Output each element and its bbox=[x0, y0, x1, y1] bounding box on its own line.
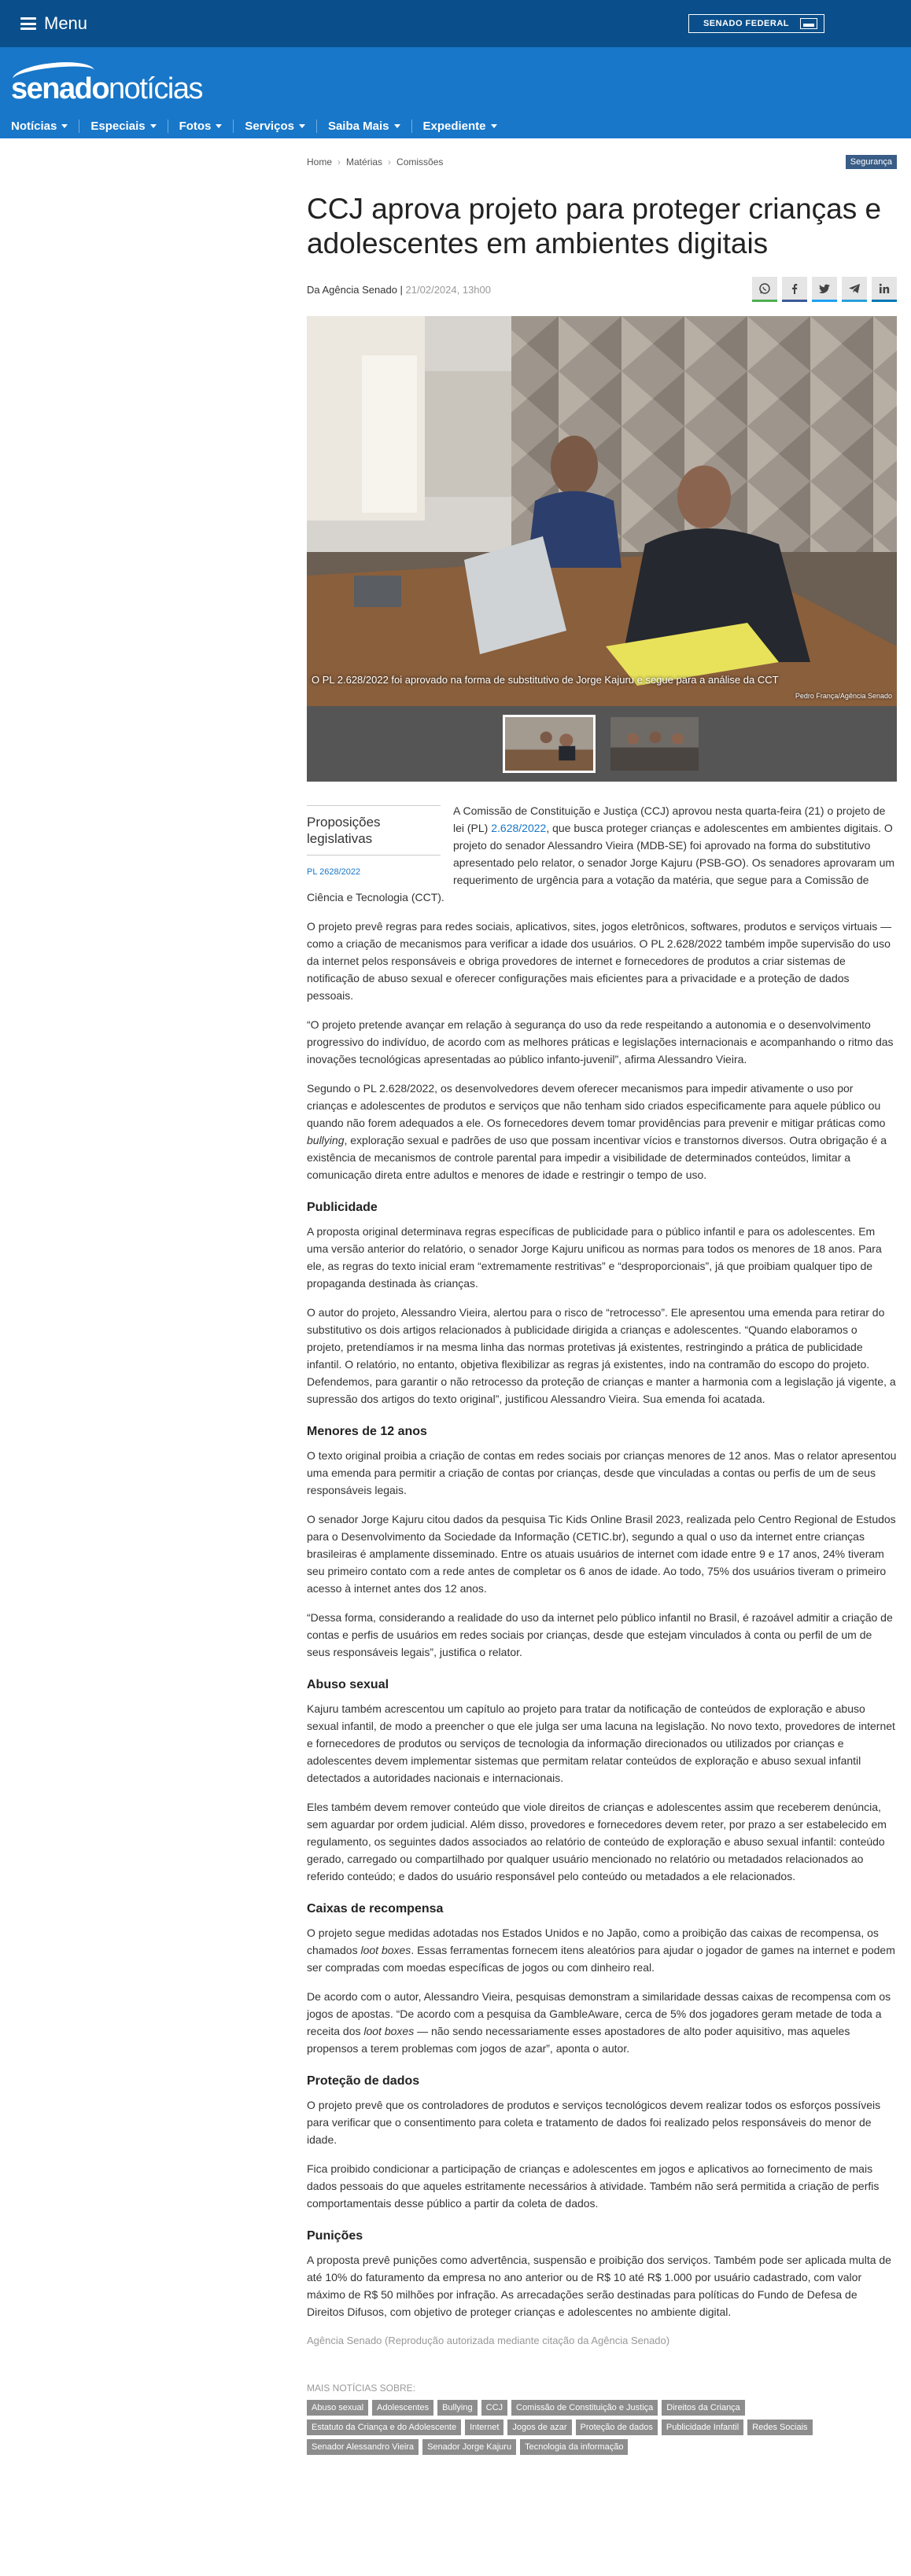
thumbnail-1[interactable] bbox=[503, 715, 596, 773]
chevron-right-icon: › bbox=[337, 156, 341, 167]
paragraph: A Comissão de Constituição e Justiça (CCJ) aprovou nesta quarta-feira (21) o projeto de lei (PL) 2.628/2022, que busca proteger crianças e adolescentes em ambientes digitais. O projeto do senador Alessandro Vieira (MDB-SE) foi aprovado na forma do substitutivo apresentado pelo relator, o senador Jorge Kajuru (PSB-GO). Os senadores aprovaram um requerimento de urgência para a votação da matéria, que segue para a Comissão de Ciência e Tecnologia (CCT). bbox=[307, 804, 895, 903]
tag-link[interactable]: Estatuto da Criança e do Adolescente bbox=[307, 2420, 461, 2435]
paragraph: Segundo o PL 2.628/2022, os desenvolvedores devem oferecer mecanismos para impedir ativamente o uso por crianças e adolescentes de produtos e serviços que não tenham sido criados especificamente para aquele público ou quando não forem adequados a ele. Os fornecedores devem tomar providências para prevenir e mitigar práticas como bullying, exploração sexual e padrões de uso que possam incentivar vícios e transtornos diversos. Outra obrigação é a existência de mecanismos de controle parental para impedir a visibilidade de determinados conteúdos, limitar a comunicação direta entre adultos e menores de idade e restringir o tempo de uso. bbox=[307, 1082, 887, 1181]
nav-fotos[interactable]: Fotos bbox=[168, 120, 234, 133]
byline: Da Agência Senado | 21/02/2024, 13h00 bbox=[307, 283, 491, 296]
breadcrumb-home[interactable]: Home bbox=[307, 156, 333, 167]
menu-label: Menu bbox=[44, 13, 88, 33]
nav-expediente[interactable]: Expediente bbox=[411, 120, 508, 133]
hamburger-icon bbox=[20, 17, 36, 30]
chevron-down-icon bbox=[491, 124, 497, 128]
share-facebook-button[interactable] bbox=[782, 277, 807, 302]
tag-link[interactable]: Senador Jorge Kajuru bbox=[422, 2439, 516, 2455]
more-news-title: MAIS NOTÍCIAS SOBRE: bbox=[307, 2383, 416, 2394]
brand-band bbox=[0, 47, 911, 138]
paragraph: De acordo com o autor, Alessandro Vieira, pesquisas demonstram a similaridade dessas caixas de recompensa com os jogos de apostas. “De acordo com a pesquisa da GambleAware, cerca de 5% dos jogadores geram metade de toda a receita dos loot boxes — não sendo necessariamente esses apostadores de alto poder aquisitivo, mas aqueles propensos a terem problemas com jogos de azar”, aponta o autor. bbox=[307, 1990, 891, 2055]
share-whatsapp-button[interactable] bbox=[752, 277, 777, 302]
proposition-link[interactable]: PL 2628/2022 bbox=[307, 867, 361, 877]
photo-credit: Pedro França/Agência Senado bbox=[795, 692, 892, 700]
senado-federal-label: SENADO FEDERAL bbox=[703, 19, 789, 28]
photo-image bbox=[307, 316, 897, 706]
facebook-icon bbox=[788, 282, 801, 295]
tag-link[interactable]: Proteção de dados bbox=[576, 2420, 658, 2435]
paragraph: A proposta prevê punições como advertência, suspensão e proibição dos serviços. Também pode ser aplicada multa de até 10% do faturamento da empresa no ano anterior ou de R$ 10 até R$ 1.000 por usuário cadastrado, com valor máximo de R$ 50 milhões por infração. As arrecadações serão destinadas para políticas do Fundo de Defesa de Direitos Difusos, com objetivo de proteger crianças e adolescentes no ambiente digital. bbox=[307, 2254, 891, 2318]
tag-link[interactable]: Adolescentes bbox=[372, 2400, 433, 2416]
top-bar bbox=[0, 0, 911, 47]
whatsapp-icon bbox=[758, 282, 771, 295]
tag-link[interactable]: CCJ bbox=[481, 2400, 507, 2416]
paragraph: A proposta original determinava regras específicas de publicidade para o público infantil e para os adolescentes. Em uma versão anterior do relatório, o senador Jorge Kajuru unificou as normas para todos os menores de 18 anos. Para ele, as regras do texto inicial eram “extremamente restritivas” e “desproporcionais”, já que proibiam qualquer tipo de propaganda destinada às crianças. bbox=[307, 1225, 882, 1290]
paragraph: Fica proibido condicionar a participação de crianças e adolescentes em jogos e aplicativos ao fornecimento de mais dados pessoais do que aqueles estritamente necessários à atividade. Também não será permitida a criação de perfis comportamentais desse público a partir da coleta de dados. bbox=[307, 2162, 880, 2210]
paragraph: O autor do projeto, Alessandro Vieira, alertou para o risco de “retrocesso”. Ele apresentou uma emenda para retirar do substitutivo os dois artigos relacionados à publicidade dirigida a crianças e adolescentes. “Quando elaboramos o projeto, pretendíamos ir na mesma linha das normas protetivas já existentes, restringindo a prática de publicidade infantil. O relatório, no entanto, objetiva flexibilizar as regras já existentes, indo na contramão do escopo do projeto. Defendemos, para garantir o não retrocesso da proteção de crianças e manter a harmonia com a legislação já vigente, a supressão dos artigos do texto original”, justificou Alessandro Vieira. Sua emenda foi acatada. bbox=[307, 1306, 896, 1405]
tag-link[interactable]: Redes Sociais bbox=[747, 2420, 812, 2435]
paragraph: O senador Jorge Kajuru citou dados da pesquisa Tic Kids Online Brasil 2023, realizada pelo Centro Regional de Estudos para o Desenvolvimento da Sociedade da Informação (CETIC.br), segundo a qual o uso da internet entre crianças brasileiras é amplamente disseminado. Entre os atuais usuários de internet com idade entre 9 e 17 anos, 24% tiveram seu primeiro contato com a rede antes de completar os 6 anos de idade. Ao todo, 75% dos usuários tiveram o primeiro acesso à internet antes dos 12 anos. bbox=[307, 1513, 896, 1595]
chevron-down-icon bbox=[299, 124, 305, 128]
nav-especiais[interactable]: Especiais bbox=[79, 120, 167, 133]
paragraph: O projeto prevê que os controladores de produtos e serviços tecnológicos devem realizar todos os esforços possíveis para verificar que o consentimento para coleta e tratamento de dados foi realizado pelos responsáveis do menor de idade. bbox=[307, 2099, 881, 2146]
paragraph: “O projeto pretende avançar em relação à segurança do uso da rede respeitando a autonomia e o desenvolvimento progressivo do indivíduo, de acordo com as melhores práticas e legislações internacionais e acompanhando o ritmo das inovações tecnológicas apresentadas ao público infanto-juvenil”, afirma Alessandro Vieira. bbox=[307, 1018, 894, 1065]
tag-link[interactable]: Senador Alessandro Vieira bbox=[307, 2439, 419, 2455]
reproduction-note: Agência Senado (Reprodução autorizada mediante citação da Agência Senado) bbox=[307, 2335, 670, 2346]
section-heading: Publicidade bbox=[307, 1201, 378, 1214]
nav-noticias[interactable]: Notícias bbox=[11, 120, 79, 133]
share-telegram-button[interactable] bbox=[842, 277, 867, 302]
breadcrumb bbox=[307, 156, 443, 167]
chevron-down-icon bbox=[61, 124, 68, 128]
photo-gallery bbox=[307, 316, 897, 782]
linkedin-icon bbox=[878, 282, 891, 295]
photo-caption: O PL 2.628/2022 foi aprovado na forma de substitutivo de Jorge Kajuru e segue para a análise da CCT bbox=[312, 674, 779, 686]
thumbnail-2[interactable] bbox=[608, 715, 701, 773]
tag-link[interactable]: Internet bbox=[465, 2420, 503, 2435]
share-linkedin-button[interactable] bbox=[872, 277, 897, 302]
main-nav bbox=[11, 120, 900, 133]
tag-link[interactable]: Abuso sexual bbox=[307, 2400, 368, 2416]
section-heading: Abuso sexual bbox=[307, 1678, 389, 1691]
related-propositions-box bbox=[307, 805, 441, 881]
logo-text: senadonotícias bbox=[11, 72, 203, 105]
sidebox-title: Proposições legislativas bbox=[307, 814, 441, 856]
thumbnail-image bbox=[505, 717, 593, 771]
chevron-right-icon: › bbox=[388, 156, 392, 167]
article-main bbox=[307, 138, 897, 2474]
chevron-down-icon bbox=[394, 124, 400, 128]
paragraph: “Dessa forma, considerando a realidade do uso da internet pelo público infantil no Brasil, é razoável admitir a criação de contas e perfis de usuários em redes sociais por crianças, desde que estejam vinculados à conta ou perfil de um de seus responsáveis legais”, justifica o relator. bbox=[307, 1611, 893, 1658]
thumbnail-strip bbox=[307, 706, 897, 782]
tag-link[interactable]: Jogos de azar bbox=[507, 2420, 571, 2435]
article-title: CCJ aprova projeto para proteger crianças e adolescentes em ambientes digitais bbox=[307, 193, 882, 259]
tag-link[interactable]: Tecnologia da informação bbox=[520, 2439, 628, 2455]
site-logo[interactable] bbox=[11, 58, 900, 109]
twitter-icon bbox=[818, 282, 831, 295]
chevron-down-icon bbox=[150, 124, 157, 128]
paragraph: O projeto prevê regras para redes sociais, aplicativos, sites, jogos eletrônicos, softwares, produtos e serviços virtuais — como a criação de mecanismos para verificar a idade dos usuários. O PL 2.628/2022 também impõe supervisão do uso da internet pelos responsáveis e obriga provedores de internet e fornecedores de produtos a criar sistemas de notificação de abuso sexual e oferecer configurações mais eficientes para a privacidade e a proteção de dados pessoais. bbox=[307, 920, 892, 1002]
breadcrumb-comissoes[interactable]: Comissões bbox=[396, 156, 444, 167]
telegram-icon bbox=[848, 282, 861, 295]
chevron-down-icon bbox=[216, 124, 222, 128]
paragraph: Kajuru também acrescentou um capítulo ao projeto para tratar da notificação de conteúdos de exploração e abuso sexual infantil, de modo a preencher o que ele julga ser uma lacuna na legislação. No novo texto, provedores de internet e fornecedores de produtos ou serviços de tecnologia da informação direcionados ou utilizados por crianças e adolescentes devem implementar sistemas que permitam relatar conteúdos de exploração e abuso sexual infantil detectados a autoridades nacionais e internacionais. bbox=[307, 1702, 895, 1784]
article-date: 21/02/2024, 13h00 bbox=[405, 283, 491, 296]
tag-link[interactable]: Direitos da Criança bbox=[662, 2400, 745, 2416]
paragraph: O texto original proibia a criação de contas em redes sociais por crianças menores de 12 anos. Mas o relator apresentou uma emenda para permitir a criação de contas por crianças, desde que vinculadas a contas ou perfis de um de seus responsáveis legais. bbox=[307, 1449, 897, 1496]
menu-button[interactable] bbox=[20, 13, 87, 34]
paragraph: O projeto segue medidas adotadas nos Estados Unidos e no Japão, como a proibição das caixas de recompensa, os chamados loot boxes. Essas ferramentas fornecem itens aleatórios para ajudar o jogador de games na internet e podem ser compradas com moedas específicas de jogos ou com dinheiro real. bbox=[307, 1926, 895, 1974]
nav-servicos[interactable]: Serviços bbox=[233, 120, 316, 133]
tag-list bbox=[307, 2400, 858, 2455]
breadcrumb-materias[interactable]: Matérias bbox=[346, 156, 383, 167]
paragraph: Eles também devem remover conteúdo que viole direitos de crianças e adolescentes assim que receberem denúncia, sem aguardar por ordem judicial. Além disso, provedores e fornecedores devem reter, por prazo a ser estabelecido em regulamento, os seguintes dados associados ao relatório de conteúdo de exploração e abuso sexual infantil: conteúdo gerado, carregado ou compartilhado por qualquer usuário mencionado no relatório ou metadados relacionados ao referido conteúdo; e dados do usuário responsável pelo conteúdo ou metadados a ele relacionados. bbox=[307, 1801, 887, 1882]
section-heading: Punições bbox=[307, 2229, 363, 2243]
category-badge[interactable]: Segurança bbox=[846, 155, 897, 169]
article-body bbox=[307, 802, 897, 2350]
senado-federal-link[interactable] bbox=[688, 14, 824, 33]
tag-link[interactable]: Publicidade Infantil bbox=[662, 2420, 743, 2435]
share-twitter-button[interactable] bbox=[812, 277, 837, 302]
nav-saiba-mais[interactable]: Saiba Mais bbox=[316, 120, 411, 133]
senado-logo-icon bbox=[800, 18, 817, 29]
section-heading: Menores de 12 anos bbox=[307, 1425, 427, 1438]
section-heading: Proteção de dados bbox=[307, 2074, 420, 2088]
pl-link[interactable]: 2.628/2022 bbox=[491, 822, 547, 834]
share-bar bbox=[752, 277, 897, 302]
tag-link[interactable]: Bullying bbox=[437, 2400, 478, 2416]
thumbnail-image bbox=[610, 717, 699, 771]
article-source: Da Agência Senado bbox=[307, 283, 397, 296]
tag-link[interactable]: Comissão de Constituição e Justiça bbox=[511, 2400, 658, 2416]
main-photo[interactable] bbox=[307, 316, 897, 706]
more-news-section bbox=[307, 2383, 897, 2474]
section-heading: Caixas de recompensa bbox=[307, 1902, 444, 1915]
